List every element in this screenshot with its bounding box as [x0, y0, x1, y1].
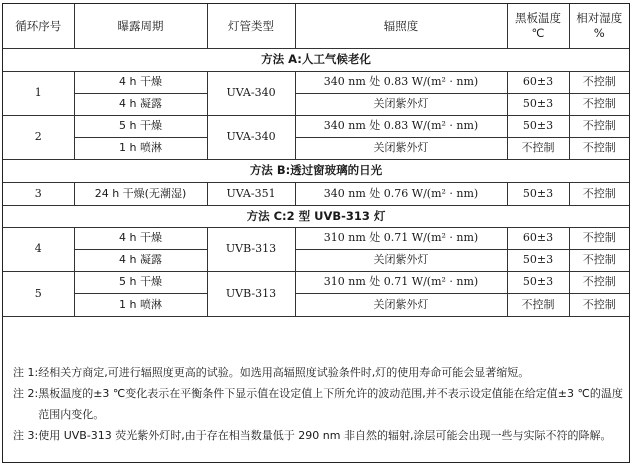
table-row [3, 93, 629, 115]
header-lamp-type: 灯管类型 [207, 4, 295, 48]
bpt-value: 不控制 [507, 293, 569, 316]
bpt-value: 不控制 [507, 137, 569, 159]
irradiance-value: 310 nm 处 0.71 W/(m² · nm) [295, 271, 507, 293]
irradiance-value: 关闭紫外灯 [295, 93, 507, 115]
bpt-value: 50±3 [507, 182, 569, 205]
table-row [3, 271, 629, 293]
note-label: 注 1: [13, 366, 39, 379]
lamp-type: UVB-313 [207, 271, 295, 316]
lamp-type: UVB-313 [207, 227, 295, 271]
cycle-no: 2 [3, 115, 74, 159]
irradiance-value: 310 nm 处 0.71 W/(m² · nm) [295, 227, 507, 249]
bpt-value: 50±3 [507, 249, 569, 271]
note-1 [13, 362, 625, 383]
cycle-no: 4 [3, 227, 74, 271]
rh-value: 不控制 [569, 93, 629, 115]
table-row [3, 137, 629, 159]
lamp-type: UVA-351 [207, 182, 295, 205]
bpt-value: 50±3 [507, 93, 569, 115]
cycle-no: 5 [3, 271, 74, 316]
exposure-step: 4 h 干燥 [74, 71, 207, 93]
exposure-step: 1 h 喷淋 [74, 137, 207, 159]
bpt-value: 60±3 [507, 227, 569, 249]
table-row [3, 227, 629, 249]
table-row [3, 249, 629, 271]
irradiance-value: 关闭紫外灯 [295, 137, 507, 159]
irradiance-value: 关闭紫外灯 [295, 249, 507, 271]
table-row [3, 115, 629, 137]
exposure-step: 4 h 干燥 [74, 227, 207, 249]
header-bpt-label: 黑板温度 [515, 11, 561, 26]
section-row-method-c [3, 205, 629, 227]
standard-table-block [2, 3, 630, 463]
cycle-no: 3 [3, 182, 74, 205]
table-header-row [3, 4, 629, 48]
lamp-type: UVA-340 [207, 71, 295, 115]
irradiance-value: 关闭紫外灯 [295, 293, 507, 316]
rh-value: 不控制 [569, 137, 629, 159]
exposure-step: 4 h 凝露 [74, 249, 207, 271]
note-2 [13, 383, 625, 425]
header-exposure-period: 曝露周期 [74, 4, 207, 48]
exposure-cycles-table [3, 4, 629, 317]
exposure-step: 5 h 干燥 [74, 115, 207, 137]
exposure-step: 24 h 干燥(无潮湿) [74, 182, 207, 205]
exposure-step: 4 h 凝露 [74, 93, 207, 115]
header-rh-unit: % [593, 25, 605, 40]
cycle-no: 1 [3, 71, 74, 115]
header-relative-humidity [569, 4, 629, 48]
header-cycle-no: 循环序号 [3, 4, 74, 48]
section-row-method-a [3, 48, 629, 71]
rh-value: 不控制 [569, 227, 629, 249]
note-text: 经相关方商定,可进行辐照度更高的试验。如选用高辐照度试验条件时,灯的使用寿命可能会显著缩短。 [38, 366, 530, 379]
rh-value: 不控制 [569, 71, 629, 93]
section-row-method-b [3, 159, 629, 182]
irradiance-value: 340 nm 处 0.83 W/(m² · nm) [295, 71, 507, 93]
table-row [3, 182, 629, 205]
lamp-type: UVA-340 [207, 115, 295, 159]
table-row [3, 71, 629, 93]
header-black-panel-temp [507, 4, 569, 48]
note-label: 注 2: [13, 387, 39, 400]
exposure-step: 5 h 干燥 [74, 271, 207, 293]
header-irradiance: 辐照度 [295, 4, 507, 48]
method-b-title: 方法 B:透过窗玻璃的日光 [3, 159, 629, 182]
header-rh-label: 相对湿度 [576, 11, 623, 26]
note-3 [13, 425, 625, 446]
method-c-title: 方法 C:2 型 UVB-313 灯 [3, 205, 629, 227]
rh-value: 不控制 [569, 115, 629, 137]
rh-value: 不控制 [569, 249, 629, 271]
note-text: 使用 UVB-313 荧光紫外灯时,由于存在相当数量低于 290 nm 非自然的辐射,涂层可能会出现一些与实际不符的降解。 [38, 429, 612, 442]
irradiance-value: 340 nm 处 0.76 W/(m² · nm) [295, 182, 507, 205]
rh-value: 不控制 [569, 182, 629, 205]
method-a-title: 方法 A:人工气候老化 [3, 48, 629, 71]
bpt-value: 60±3 [507, 71, 569, 93]
rh-value: 不控制 [569, 271, 629, 293]
table-notes [13, 362, 625, 446]
header-bpt-unit: ℃ [531, 25, 545, 40]
table-row [3, 293, 629, 316]
note-label: 注 3: [13, 429, 39, 442]
exposure-step: 1 h 喷淋 [74, 293, 207, 316]
note-text: 黑板温度的±3 ℃变化表示在平衡条件下显示值在设定值上下所允许的波动范围,并不表示设定值能在给定值±3 ℃的温度范围内变化。 [38, 387, 623, 421]
rh-value: 不控制 [569, 293, 629, 316]
bpt-value: 50±3 [507, 271, 569, 293]
irradiance-value: 340 nm 处 0.83 W/(m² · nm) [295, 115, 507, 137]
bpt-value: 50±3 [507, 115, 569, 137]
